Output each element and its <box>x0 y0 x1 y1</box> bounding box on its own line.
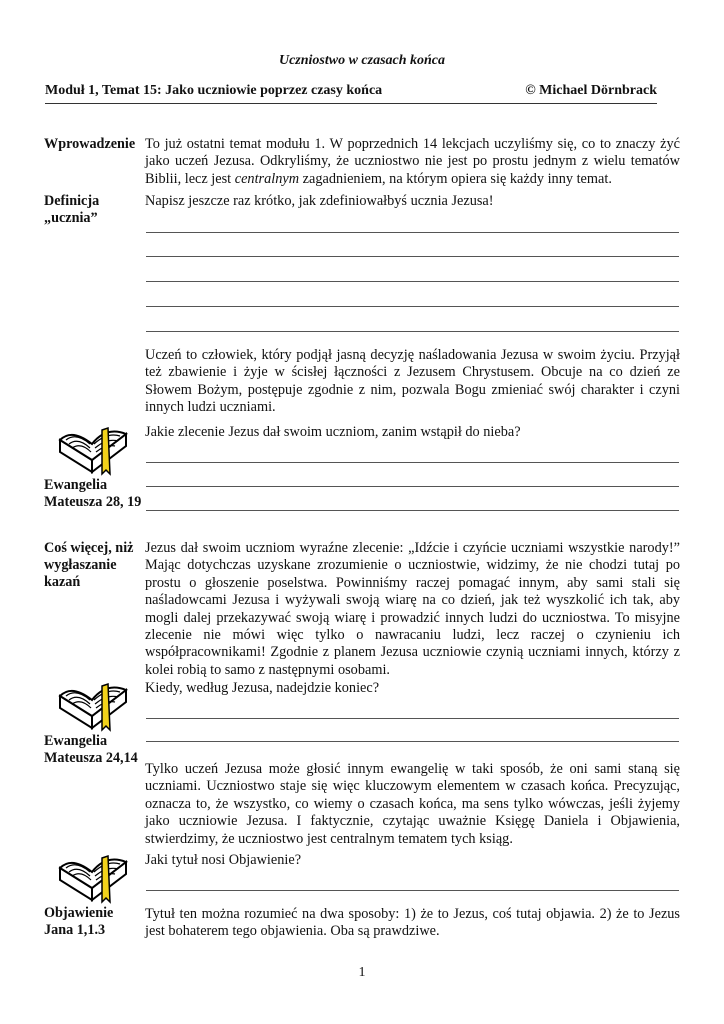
definition-label-line1: Definicja <box>44 193 100 209</box>
answer-line[interactable] <box>146 232 679 233</box>
answer-line[interactable] <box>146 462 679 463</box>
definition-question: Napisz jeszcze raz krótko, jak zdefiniowałbyś ucznia Jezusa! <box>145 193 494 209</box>
intro-text-b: zagadnieniem, na którym opiera się każdy inny temat. <box>299 170 612 187</box>
header-rule <box>45 103 657 104</box>
matthew28-label-line2: Mateusza 28, 19 <box>44 494 142 510</box>
module-topic: Moduł 1, Temat 15: Jako uczniowie poprzez czasy końca <box>45 83 383 98</box>
intro-text-a: To już ostatni temat modułu 1. W poprzednich 14 lekcjach uczyliśmy się, co to znaczy żyć jako uczeń Jezusa. Odkryliśmy, że uczniostwo nie jest po prostu jednym z wielu tematów Biblii, lecz jest <box>145 136 680 187</box>
matthew24-label <box>44 733 154 767</box>
more-label-line2: wygłaszanie <box>44 557 117 573</box>
open-bible-icon <box>54 848 134 906</box>
more-label-line1: Coś więcej, niż <box>44 540 134 556</box>
answer-line[interactable] <box>146 331 679 332</box>
revelation-label-line1: Objawienie <box>44 905 114 921</box>
matthew24-answer: Tylko uczeń Jezusa może głosić innym ewangelię w taki sposób, że oni sami staną się uczniami. Uczniostwo staje się więc kluczowym elementem w czasach końca. Precyzując, oznacza to, że wszystko, co wiemy o czasach końca, ma sens tylko wówczas, jeśli żyjemy jako uczniowie Jezusa. I faktycznie, czytając uważnie Księgę Daniela i Objawienia, stwierdzimy, że uczniostwo jest centralnym tematem tych ksiąg. <box>145 761 680 847</box>
answer-line[interactable] <box>146 281 679 282</box>
author-copyright: © Michael Dörnbrack <box>525 83 657 98</box>
document-title: Uczniostwo w czasach końca <box>278 53 446 68</box>
matthew28-question: Jakie zlecenie Jezus dał swoim uczniom, zanim wstąpił do nieba? <box>145 424 521 440</box>
definition-label-line2: „ucznia” <box>44 210 98 226</box>
page-number: 1 <box>358 965 366 980</box>
matthew24-label-line2: Mateusza 24,14 <box>44 750 138 766</box>
answer-line[interactable] <box>146 510 679 511</box>
open-bible-icon <box>54 420 134 478</box>
intro-paragraph <box>145 136 680 188</box>
revelation-label <box>44 905 144 939</box>
definition-label <box>44 193 144 227</box>
more-paragraph: Jezus dał swoim uczniom wyraźne zlecenie: „Idźcie i czyńcie uczniami wszystkie narody!” Mając dotychczas uzyskane zrozumienie o uczniostwie, widzimy, że nie chodzi tutaj po prostu o głoszenie poselstwa. Powinniśmy raczej pomagać innym, aby sami stali się naśladowcami Jezusa i wyżywali swoją wiarę na co dzień, jak też wyszkolić ich tak, aby mogli dalej przekazywać swoją wiarę i prowadzić innych ludzi do uczniostwa. To misyjne zlecenie nie mówi więc tylko o nawracaniu ludzi, lecz raczej o czynieniu ich współpracownikami! Zgodnie z planem Jezusa uczniowie czynią uczniami innych, którzy z kolei robią to samo z następnymi osobami. <box>145 540 680 678</box>
more-label <box>44 540 144 591</box>
intro-label: Wprowadzenie <box>44 136 136 152</box>
revelation-answer: Tytuł ten można rozumieć na dwa sposoby: 1) że to Jezus, coś tutaj objawia. 2) że to Jezus jest bohaterem tego objawienia. Oba są prawdziwe. <box>145 906 680 940</box>
answer-line[interactable] <box>146 306 679 307</box>
intro-emphasis: centralnym <box>234 170 300 187</box>
matthew24-label-line1: Ewangelia <box>44 733 108 749</box>
answer-line[interactable] <box>146 256 679 257</box>
matthew28-label-line1: Ewangelia <box>44 477 108 493</box>
answer-line[interactable] <box>146 890 679 891</box>
matthew28-label <box>44 477 154 511</box>
answer-line[interactable] <box>146 741 679 742</box>
revelation-question: Jaki tytuł nosi Objawienie? <box>145 852 302 868</box>
answer-line[interactable] <box>146 718 679 719</box>
definition-answer: Uczeń to człowiek, który podjął jasną decyzję naśladowania Jezusa w swoim życiu. Przyjął też zbawienie i żyje w ścisłej łączności z Jezusem Chrystusem. Obcuje na co dzień ze Słowem Bożym, postępuje zgodnie z nim, pozwala Bogu zmieniać swój charakter i czyni innych ludzi uczniami. <box>145 347 680 416</box>
open-bible-icon <box>54 676 134 734</box>
more-label-line3: kazań <box>44 574 81 590</box>
answer-line[interactable] <box>146 486 679 487</box>
matthew24-question: Kiedy, według Jezusa, nadejdzie koniec? <box>145 680 380 696</box>
revelation-label-line2: Jana 1,1.3 <box>44 922 106 938</box>
